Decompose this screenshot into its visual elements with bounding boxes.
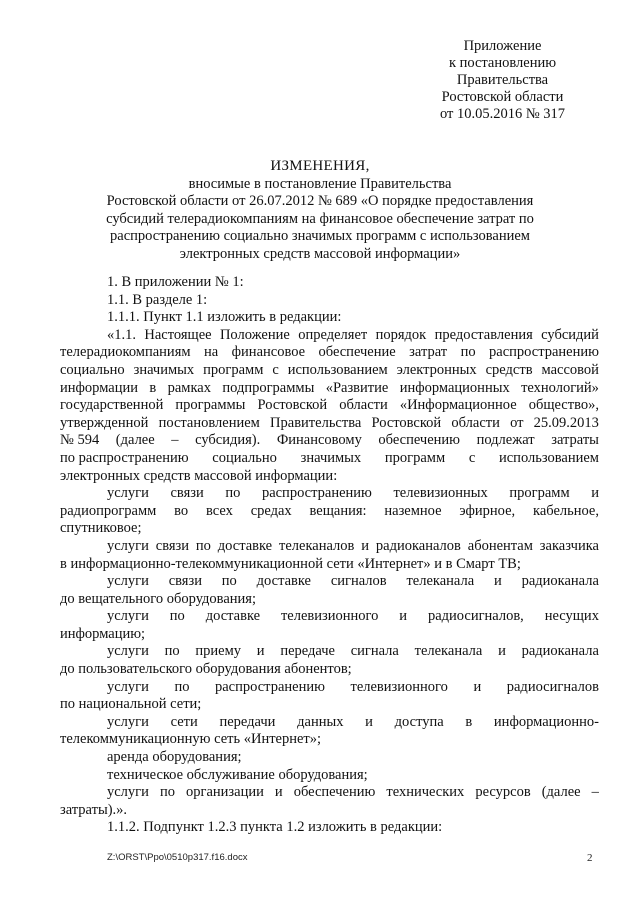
- word: услуги: [107, 608, 149, 625]
- word: сети: [170, 713, 198, 730]
- word: от: [510, 414, 524, 431]
- word: области: [451, 414, 500, 431]
- word: услуги: [107, 537, 149, 554]
- word: по: [195, 537, 211, 554]
- word: несущих: [544, 608, 599, 625]
- word: обеспечению: [293, 784, 376, 801]
- word: вещания:: [309, 502, 367, 519]
- word: Правительства: [270, 414, 362, 431]
- quote-line: [107, 327, 599, 345]
- word: и: [361, 537, 370, 554]
- word: и: [591, 485, 599, 502]
- word: радиоканалов: [375, 537, 461, 554]
- word: финансовое: [231, 344, 306, 361]
- title-heading: ИЗМЕНЕНИЯ,: [270, 158, 370, 174]
- word: области: [339, 397, 388, 414]
- word: по: [225, 485, 241, 502]
- word: –: [171, 432, 179, 449]
- title-line: распространению социально значимых программ с использованием: [110, 228, 530, 244]
- appendix-line: к постановлению: [448, 55, 557, 71]
- word: информационно-: [493, 713, 599, 730]
- word: распространению: [215, 678, 325, 695]
- quote-line: [60, 344, 599, 362]
- list-item: информацию;: [60, 625, 146, 642]
- word: затраты: [551, 432, 599, 449]
- paragraph: 1.1.2. Подпункт 1.2.3 пункта 1.2 изложить в редакции:: [107, 819, 443, 836]
- list-item: [60, 503, 599, 521]
- word: услуги: [107, 643, 149, 660]
- word: по: [174, 678, 190, 695]
- word: услуги: [107, 678, 149, 695]
- quote-line: [60, 415, 599, 433]
- word: порядок: [375, 326, 427, 343]
- word: данных: [297, 713, 344, 730]
- word: электронных: [396, 361, 477, 378]
- word: с: [468, 449, 476, 466]
- word: услуги: [107, 713, 149, 730]
- word: доставке: [205, 608, 261, 625]
- word: использованием: [498, 449, 599, 466]
- word: распространению: [489, 344, 599, 361]
- word: телеканала: [406, 573, 475, 590]
- word: технологий»: [521, 379, 599, 396]
- title-line: электронных средств массовой информации»: [179, 245, 461, 262]
- word: субсидия).: [195, 432, 261, 449]
- word: доставке: [217, 537, 273, 554]
- word: (далее: [541, 784, 581, 801]
- word: значимых: [133, 361, 195, 378]
- paragraph: 1.1.1. Пункт 1.1 изложить в редакции:: [107, 309, 342, 326]
- list-item: до пользовательского оборудования абонентов;: [60, 661, 352, 678]
- list-item: по национальной сети;: [60, 696, 202, 713]
- word: телевизионного: [350, 678, 448, 695]
- word: подлежат: [476, 432, 535, 449]
- word: и: [493, 573, 502, 590]
- document-body: [60, 274, 599, 837]
- list-item: аренда оборудования;: [107, 749, 242, 766]
- word: информации: [60, 379, 138, 396]
- word: подпрограммы: [222, 379, 315, 396]
- title-line: субсидий телерадиокомпаниям на финансовое обеспечение затрат по: [106, 210, 534, 227]
- word: постановлением: [158, 414, 260, 431]
- list-item: телекоммуникационную сеть «Интернет»;: [60, 731, 322, 748]
- word: использованием: [287, 361, 388, 378]
- word: абонентам: [467, 537, 533, 554]
- word: и: [365, 713, 373, 730]
- word: и: [256, 643, 265, 660]
- list-item: до вещательного оборудования;: [60, 590, 256, 607]
- word: Финансовому: [276, 432, 362, 449]
- word: сигналов: [330, 573, 387, 590]
- list-item: [107, 608, 599, 626]
- word: средств: [485, 361, 533, 378]
- word: радиоканала: [521, 643, 599, 660]
- word: программ: [509, 485, 570, 502]
- word: по: [169, 608, 185, 625]
- word: передаче: [280, 643, 335, 660]
- word: Ростовской: [371, 414, 442, 431]
- word: и: [473, 678, 482, 695]
- page-number: 2: [587, 852, 593, 864]
- word: (далее: [115, 432, 155, 449]
- word: распространению: [261, 485, 372, 502]
- word: заказчика: [539, 537, 599, 554]
- quote-line: [60, 450, 599, 468]
- word: с: [272, 361, 279, 378]
- word: приему: [195, 643, 242, 660]
- word: связи: [170, 485, 204, 502]
- word: сигнала: [350, 643, 399, 660]
- word: связи: [155, 537, 190, 554]
- word: определяет: [298, 326, 368, 343]
- list-item: [107, 485, 599, 503]
- word: Ростовской: [257, 397, 328, 414]
- word: доступа: [394, 713, 444, 730]
- word: и: [274, 784, 283, 801]
- word: услуги: [107, 784, 149, 801]
- word: № 594: [60, 432, 100, 449]
- word: средах: [250, 502, 292, 519]
- word: значимых: [300, 449, 362, 466]
- word: по: [164, 643, 180, 660]
- word: связи: [168, 573, 202, 590]
- list-item: [107, 643, 599, 661]
- quote-line: [60, 432, 599, 450]
- word: государственной: [60, 397, 164, 414]
- title-line: Ростовской области от 26.07.2012 № 689 «О порядке предоставления: [106, 193, 534, 209]
- word: –: [591, 784, 599, 801]
- word: по: [221, 573, 237, 590]
- word: социально: [212, 449, 277, 466]
- word: утвержденной: [60, 414, 149, 431]
- word: 25.09.2013: [533, 414, 599, 431]
- word: технических: [386, 784, 465, 801]
- appendix-line: Ростовской области: [441, 89, 564, 105]
- word: телевизионных: [393, 485, 488, 502]
- word: наземное: [384, 502, 442, 519]
- word: и: [498, 643, 506, 660]
- word: в: [149, 379, 157, 396]
- document-title: [90, 158, 550, 263]
- title-line: вносимые в постановление Правительства: [188, 175, 452, 192]
- word: затрат: [409, 344, 448, 361]
- word: организации: [186, 784, 264, 801]
- paragraph: 1.1. В разделе 1:: [107, 291, 208, 308]
- word: программ: [384, 449, 446, 466]
- word: Положение: [219, 326, 290, 343]
- list-item: [107, 573, 599, 591]
- quote-line: электронных средств массовой информации:: [60, 467, 338, 484]
- word: услуги: [107, 573, 149, 590]
- word: программы: [175, 397, 246, 414]
- word: предоставления: [434, 326, 533, 343]
- quote-line: [60, 380, 599, 398]
- word: на: [204, 344, 219, 361]
- word: всех: [205, 502, 233, 519]
- word: «Информационное: [399, 397, 517, 414]
- word: доставке: [256, 573, 311, 590]
- appendix-line: от 10.05.2016 № 317: [439, 106, 566, 122]
- list-item: [107, 679, 599, 697]
- word: «1.1.: [107, 326, 136, 343]
- word: в: [465, 713, 473, 730]
- word: радиоканала: [521, 573, 599, 590]
- word: социально: [60, 361, 125, 378]
- list-item: затраты).».: [60, 801, 128, 818]
- quote-line: [60, 362, 599, 380]
- list-item: [107, 714, 599, 732]
- word: программ: [203, 361, 264, 378]
- word: ресурсов: [475, 784, 531, 801]
- word: информационных: [399, 379, 510, 396]
- word: эфирное,: [459, 502, 516, 519]
- word: обеспечению: [378, 432, 460, 449]
- word: рамках: [167, 379, 211, 396]
- word: массовой: [541, 361, 599, 378]
- word: телеканала: [414, 643, 483, 660]
- word: телерадиокомпаниям: [60, 344, 191, 361]
- list-item: техническое обслуживание оборудования;: [107, 766, 368, 783]
- word: обеспечение: [318, 344, 396, 361]
- word: радиопрограмм: [60, 502, 157, 519]
- word: «Развитие: [325, 379, 389, 396]
- word: Настоящее: [144, 326, 212, 343]
- word: по: [159, 784, 175, 801]
- word: телеканалов: [279, 537, 355, 554]
- list-item: [107, 784, 599, 802]
- word: субсидий: [541, 326, 599, 343]
- paragraph: 1. В приложении № 1:: [107, 274, 244, 290]
- word: во: [174, 502, 189, 519]
- list-item: спутниковое;: [60, 520, 142, 537]
- quote-line: [60, 397, 599, 415]
- word: по: [460, 344, 476, 361]
- word: телевизионного: [280, 608, 379, 625]
- appendix-line: Приложение: [463, 38, 542, 54]
- word: и: [399, 608, 408, 625]
- word: радиосигналов: [506, 678, 599, 695]
- word: услуги: [107, 485, 149, 502]
- list-item: [107, 538, 599, 556]
- appendix-line: Правительства: [456, 72, 549, 88]
- list-item: в информационно-телекоммуникационной сети «Интернет» и в Смарт ТВ;: [60, 555, 521, 572]
- word: передачи: [219, 713, 276, 730]
- word: общество»,: [528, 397, 599, 414]
- appendix-header: [420, 38, 585, 123]
- word: радиосигналов,: [427, 608, 524, 625]
- file-path: Z:\ORST\Ppo\0510p317.f16.docx: [107, 852, 248, 863]
- word: кабельное,: [533, 502, 599, 519]
- word: по распространению: [60, 449, 189, 466]
